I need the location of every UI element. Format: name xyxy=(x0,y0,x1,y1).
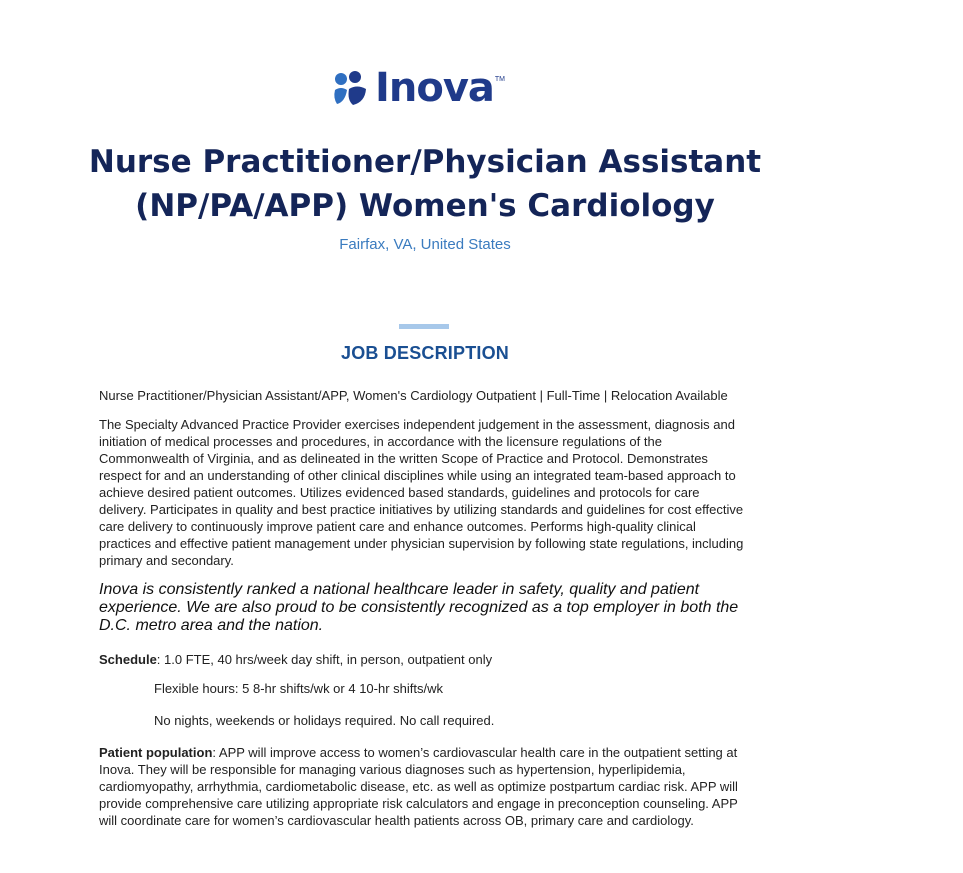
job-title-line2: (NP/PA/APP) Women's Cardiology xyxy=(135,188,715,224)
schedule-text: : 1.0 FTE, 40 hrs/week day shift, in person, outpatient only xyxy=(156,652,493,667)
flexible-hours: Flexible hours: 5 8-hr shifts/wk or 4 10-hr shifts/wk xyxy=(154,681,443,696)
job-summary: The Specialty Advanced Practice Provider exercises independent judgement in the assessment, diagnosis and initiation of medical processes and procedures, in accordance with the licensure regulations of the Commonwealth of Virginia, and as delineated in the written Scope of Practice and Protocol. Demonstrates respect for and an understanding of other clinical disciplines while using an integrated team-based approach to achieve desired patient outcomes. Utilizes evidenced based standards, guidelines and protocols for care delivery. Participates in quality and best practice initiatives by utilizing standards and guidelines for cost effective care delivery to continuously improve patient care and enhance outcomes. Performs high-quality clinical practices and effective patient management under physician supervision by following state regulations, including primary and secondary. xyxy=(99,417,744,568)
population-paragraph xyxy=(99,744,747,829)
schedule-label: Schedule xyxy=(99,652,157,667)
section-heading: JOB DESCRIPTION xyxy=(340,343,510,363)
schedule-paragraph xyxy=(99,651,747,668)
job-title xyxy=(0,140,850,228)
job-title-line1: Nurse Practitioner/Physician Assistant xyxy=(88,144,762,180)
job-intro: Nurse Practitioner/Physician Assistant/APP, Women's Cardiology Outpatient | Full-Time | Relocation Available xyxy=(99,388,728,403)
population-label: Patient population xyxy=(99,745,213,760)
section-divider xyxy=(399,324,449,329)
job-description-body xyxy=(99,387,747,841)
population-text: : APP will improve access to women’s cardiovascular health care in the outpatient setting at Inova. They will be responsible for managing various diagnoses such as hypertension, hyperlipidemia, cardiomyopathy, arrhythmia, cardiometabolic disease, etc. as well as optimize postpartum cardiac risk. APP will provide comprehensive care utilizing appropriate risk calculators and engage in preconception counseling. APP will coordinate care for women’s cardiovascular health patients across OB, primary care and cardiology. xyxy=(99,745,738,828)
inova-people-icon xyxy=(333,70,369,106)
employer-highlight: Inova is consistently ranked a national healthcare leader in safety, quality and patient experience. We are also proud to be consistently recognized as a top employer in both the D.C. metro area and the nation. xyxy=(99,581,739,634)
job-location: Fairfax, VA, United States xyxy=(339,236,511,253)
logo-trademark: TM xyxy=(494,76,506,83)
no-nights-note: No nights, weekends or holidays required. No call required. xyxy=(154,713,495,728)
inova-logo[interactable] xyxy=(333,65,506,111)
logo-wordmark: Inova xyxy=(375,65,494,111)
